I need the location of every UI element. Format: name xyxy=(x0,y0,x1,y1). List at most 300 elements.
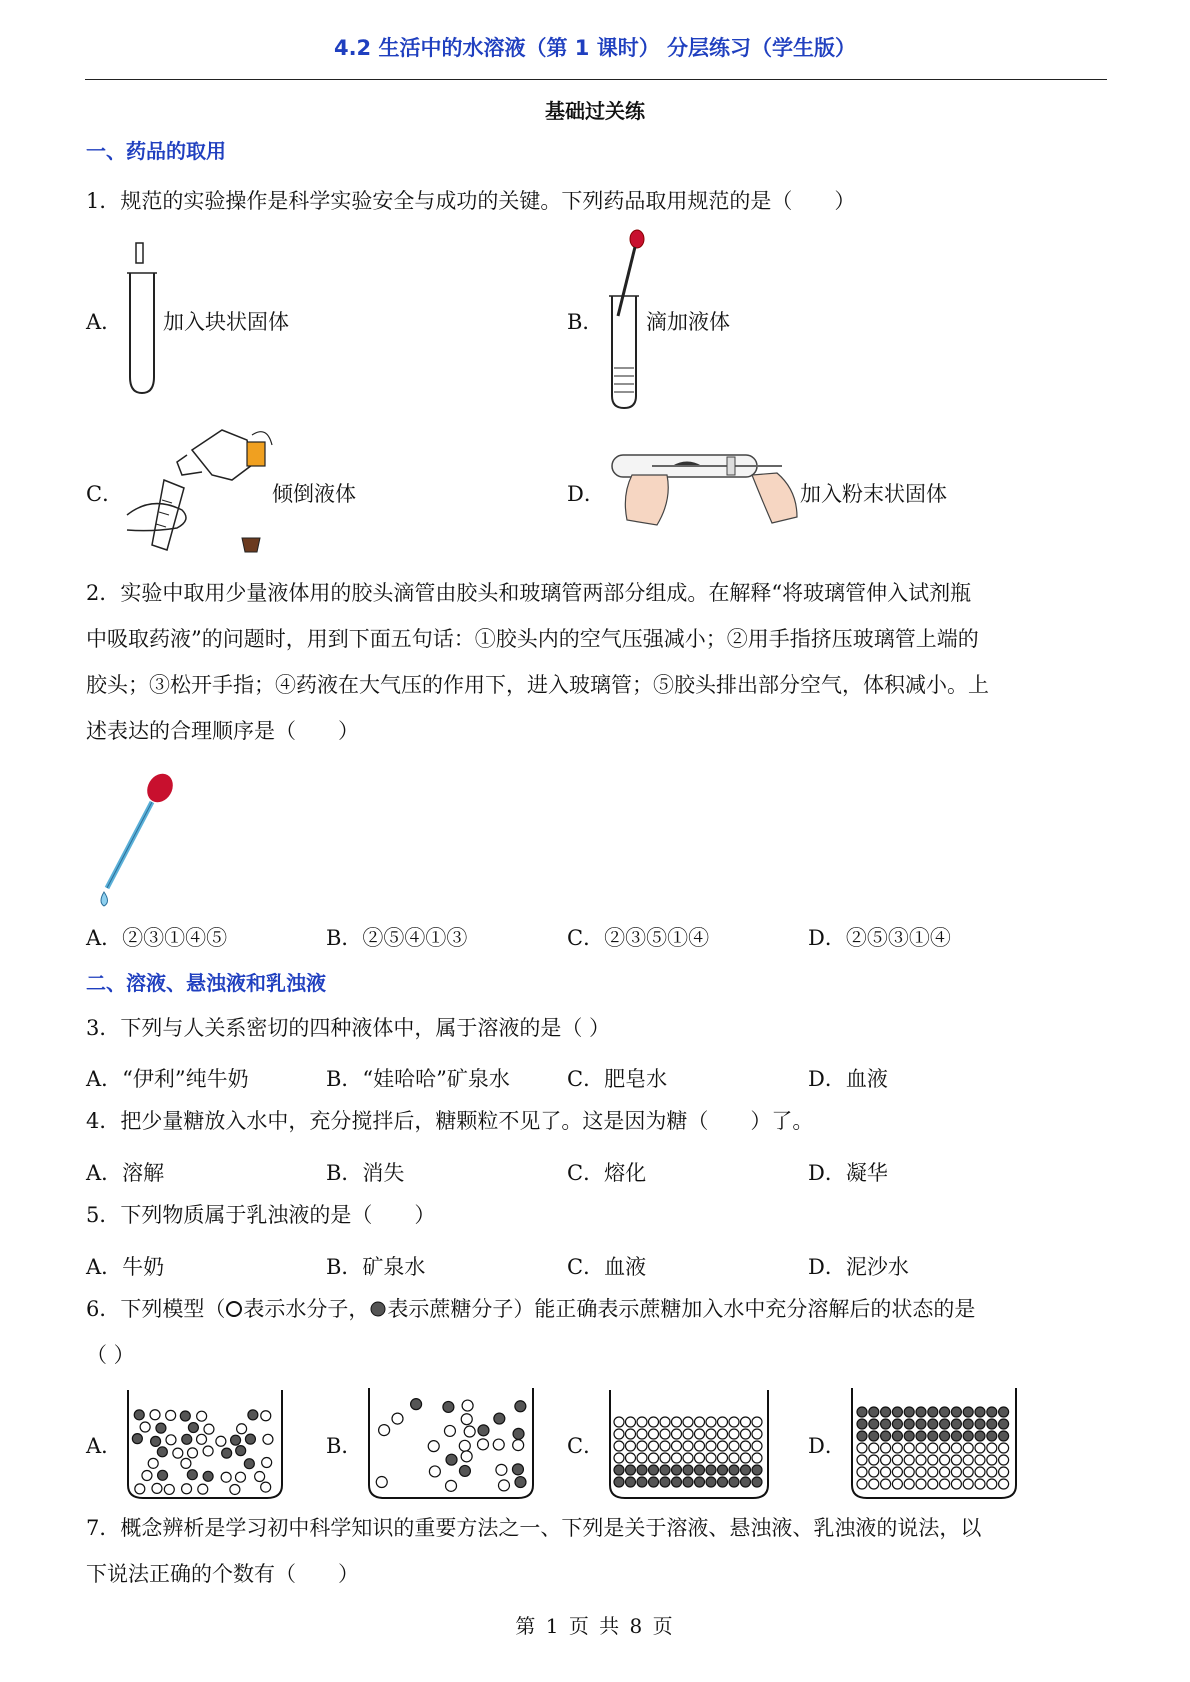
sugar-molecule xyxy=(614,1477,624,1487)
sugar-molecule xyxy=(928,1419,938,1429)
q6-stem-pre: 6．下列模型（ xyxy=(86,1297,226,1321)
water-molecule xyxy=(649,1441,659,1451)
q5-option-d: D．泥沙水 xyxy=(808,1255,909,1279)
water-molecule xyxy=(881,1479,891,1489)
q1-option-b-caption: 滴加液体 xyxy=(646,310,730,334)
sugar-molecule xyxy=(987,1431,997,1441)
sugar-molecule xyxy=(916,1431,926,1441)
water-molecule xyxy=(188,1448,198,1458)
water-molecule xyxy=(197,1411,207,1421)
question-1-stem: 1．规范的实验操作是科学实验安全与成功的关键。下列药品取用规范的是（ ） xyxy=(86,189,856,213)
water-molecule xyxy=(695,1453,705,1463)
sugar-molecule xyxy=(494,1413,505,1424)
water-molecule xyxy=(718,1441,728,1451)
water-molecule xyxy=(718,1417,728,1427)
sugar-molecule xyxy=(940,1407,950,1417)
water-molecule xyxy=(987,1455,997,1465)
water-molecule xyxy=(135,1484,145,1494)
water-molecule xyxy=(660,1453,670,1463)
sugar-molecule xyxy=(203,1471,213,1481)
sugar-molecule xyxy=(881,1419,891,1429)
water-molecule xyxy=(181,1458,191,1468)
q5-option-b: B．矿泉水 xyxy=(326,1255,426,1279)
beaker-model-c xyxy=(607,1390,771,1502)
sugar-molecule xyxy=(188,1423,198,1433)
q2-stem-line: 中吸取药液”的问题时，用到下面五句话：①胶头内的空气压强减小；②用手指挤压玻璃管上端的 xyxy=(86,627,979,651)
sugar-molecule xyxy=(975,1431,985,1441)
q6-option-a-letter: A． xyxy=(86,1434,123,1458)
question-5-stem: 5．下列物质属于乳浊液的是（ ） xyxy=(86,1203,436,1227)
water-molecule xyxy=(951,1467,961,1477)
sugar-molecule xyxy=(626,1465,636,1475)
water-molecule xyxy=(235,1472,245,1482)
dropper-illustration xyxy=(92,770,182,905)
water-molecule xyxy=(444,1425,455,1436)
q3-option-d: D．血液 xyxy=(808,1067,888,1091)
sugar-molecule xyxy=(999,1407,1009,1417)
water-molecule xyxy=(881,1443,891,1453)
beaker-model-a xyxy=(125,1390,285,1502)
water-molecule xyxy=(706,1417,716,1427)
water-molecule xyxy=(695,1441,705,1451)
water-molecule xyxy=(683,1441,693,1451)
sugar-molecule xyxy=(156,1423,166,1433)
q1-option-d-caption: 加入粉末状固体 xyxy=(800,482,947,506)
page-number: 第 1 页 共 8 页 xyxy=(515,1614,675,1638)
water-molecule xyxy=(916,1467,926,1477)
sugar-molecule xyxy=(158,1470,168,1480)
water-molecule xyxy=(493,1439,504,1450)
water-molecule xyxy=(881,1455,891,1465)
sugar-molecule xyxy=(649,1465,659,1475)
water-molecule xyxy=(916,1479,926,1489)
water-molecule xyxy=(869,1479,879,1489)
q3-option-a: A．“伊利”纯牛奶 xyxy=(86,1067,249,1091)
water-molecule xyxy=(672,1453,682,1463)
question-7-stem xyxy=(86,1505,1108,1597)
water-molecule xyxy=(741,1429,751,1439)
water-molecule xyxy=(752,1441,762,1451)
water-molecule xyxy=(940,1479,950,1489)
sugar-molecule xyxy=(987,1419,997,1429)
sugar-molecule xyxy=(741,1465,751,1475)
question-3-stem: 3．下列与人关系密切的四种液体中，属于溶液的是（ ） xyxy=(86,1016,611,1040)
water-molecule xyxy=(857,1455,867,1465)
water-molecule xyxy=(660,1429,670,1439)
sugar-molecule xyxy=(660,1465,670,1475)
dropper-test-tube-illustration xyxy=(600,228,650,408)
q2-option-a: A．②③①④⑤ xyxy=(86,926,228,950)
question-2-stem xyxy=(86,570,1108,754)
water-molecule xyxy=(142,1471,152,1481)
water-molecule xyxy=(429,1466,440,1477)
water-molecule xyxy=(261,1482,271,1492)
water-molecule xyxy=(916,1455,926,1465)
q6-stem-end: （ ） xyxy=(86,1343,135,1367)
water-molecule xyxy=(892,1455,902,1465)
sugar-molecule xyxy=(881,1407,891,1417)
q1-option-c-letter: C． xyxy=(86,482,124,506)
water-molecule xyxy=(660,1441,670,1451)
water-molecule xyxy=(729,1453,739,1463)
water-molecule xyxy=(718,1453,728,1463)
water-molecule xyxy=(152,1483,162,1493)
water-molecule xyxy=(263,1434,273,1444)
water-molecule xyxy=(626,1453,636,1463)
water-molecule xyxy=(255,1472,265,1482)
water-molecule xyxy=(672,1429,682,1439)
sugar-molecule xyxy=(869,1419,879,1429)
water-molecule xyxy=(729,1429,739,1439)
sugar-molecule xyxy=(626,1477,636,1487)
water-molecule xyxy=(261,1411,271,1421)
water-molecule xyxy=(197,1434,207,1444)
sugar-molecule xyxy=(963,1419,973,1429)
water-molecule xyxy=(904,1467,914,1477)
sugar-molecule xyxy=(695,1465,705,1475)
water-molecule xyxy=(940,1455,950,1465)
sugar-molecule xyxy=(248,1410,258,1420)
q1-option-d-letter: D． xyxy=(567,482,605,506)
sugar-molecule xyxy=(443,1401,454,1412)
water-molecule xyxy=(262,1458,272,1468)
sugar-molecule xyxy=(963,1407,973,1417)
water-molecule xyxy=(892,1479,902,1489)
sugar-molecule xyxy=(614,1465,624,1475)
sugar-molecule xyxy=(637,1477,647,1487)
sugar-molecule xyxy=(244,1459,254,1469)
water-molecule xyxy=(614,1429,624,1439)
sugar-molecule xyxy=(683,1465,693,1475)
water-molecule xyxy=(237,1424,247,1434)
water-molecule-icon xyxy=(225,1300,243,1318)
q2-option-c: C．②③⑤①④ xyxy=(567,926,710,950)
sugar-molecule xyxy=(729,1477,739,1487)
water-molecule xyxy=(963,1479,973,1489)
water-molecule xyxy=(987,1467,997,1477)
water-molecule xyxy=(148,1458,158,1468)
q4-option-a: A．溶解 xyxy=(86,1161,165,1185)
water-molecule xyxy=(683,1429,693,1439)
water-molecule xyxy=(376,1477,387,1488)
sugar-molecule xyxy=(975,1419,985,1429)
q3-option-c: C．肥皂水 xyxy=(567,1067,668,1091)
water-molecule xyxy=(683,1417,693,1427)
sugar-molecule xyxy=(513,1428,524,1439)
sugar-molecule xyxy=(151,1436,161,1446)
sugar-molecule xyxy=(718,1465,728,1475)
water-molecule xyxy=(660,1417,670,1427)
sugar-molecule xyxy=(928,1431,938,1441)
powder-in-tube-illustration xyxy=(612,445,797,530)
water-molecule xyxy=(626,1441,636,1451)
sugar-molecule xyxy=(637,1465,647,1475)
sugar-molecule xyxy=(672,1477,682,1487)
q6-option-b-letter: B． xyxy=(326,1434,363,1458)
water-molecule xyxy=(741,1453,751,1463)
sugar-molecule xyxy=(134,1410,144,1420)
sugar-molecule xyxy=(182,1434,192,1444)
section-title-1: 一、药品的取用 xyxy=(86,139,226,163)
q1-option-a-letter: A． xyxy=(86,310,123,334)
water-molecule xyxy=(478,1439,489,1450)
water-molecule xyxy=(166,1410,176,1420)
sugar-molecule xyxy=(446,1454,457,1465)
sugar-molecule xyxy=(752,1465,762,1475)
sugar-molecule xyxy=(741,1477,751,1487)
sugar-molecule xyxy=(245,1434,255,1444)
water-molecule xyxy=(987,1443,997,1453)
sugar-molecule xyxy=(999,1431,1009,1441)
water-molecule xyxy=(975,1443,985,1453)
sugar-molecule xyxy=(904,1419,914,1429)
water-molecule xyxy=(729,1441,739,1451)
water-molecule xyxy=(987,1479,997,1489)
water-molecule xyxy=(892,1467,902,1477)
q4-option-b: B．消失 xyxy=(326,1161,405,1185)
sugar-molecule-icon xyxy=(369,1300,387,1318)
water-molecule xyxy=(729,1417,739,1427)
sugar-molecule xyxy=(999,1419,1009,1429)
sugar-molecule xyxy=(729,1465,739,1475)
document-title: 4.2 生活中的水溶液（第 1 课时） 分层练习（学生版） xyxy=(333,36,857,60)
water-molecule xyxy=(752,1429,762,1439)
q2-stem-line: 述表达的合理顺序是（ ） xyxy=(86,719,359,743)
sugar-molecule xyxy=(963,1431,973,1441)
section-title-2: 二、溶液、悬浊液和乳浊液 xyxy=(86,971,326,995)
q2-stem-line: 2．实验中取用少量液体用的胶头滴管由胶头和玻璃管两部分组成。在解释“将玻璃管伸入试剂瓶 xyxy=(86,581,972,605)
water-molecule xyxy=(869,1467,879,1477)
sugar-molecule xyxy=(951,1419,961,1429)
water-molecule xyxy=(928,1479,938,1489)
water-molecule xyxy=(975,1455,985,1465)
sugar-molecule xyxy=(649,1477,659,1487)
q7-stem-line: 下说法正确的个数有（ ） xyxy=(86,1562,359,1586)
q4-option-d: D．凝华 xyxy=(808,1161,888,1185)
q7-stem-line: 7．概念辨析是学习初中科学知识的重要方法之一、下列是关于溶液、悬浊液、乳浊液的说法，以 xyxy=(86,1516,982,1540)
beaker-model-b xyxy=(366,1388,536,1502)
sugar-molecule xyxy=(975,1407,985,1417)
water-molecule xyxy=(975,1479,985,1489)
water-molecule xyxy=(198,1484,208,1494)
water-molecule xyxy=(203,1446,213,1456)
water-molecule xyxy=(464,1426,475,1437)
sugar-molecule xyxy=(892,1407,902,1417)
q5-option-a: A．牛奶 xyxy=(86,1255,165,1279)
sugar-molecule xyxy=(987,1407,997,1417)
q6-stem-water: 表示水分子， xyxy=(243,1297,370,1321)
water-molecule xyxy=(892,1443,902,1453)
water-molecule xyxy=(857,1479,867,1489)
water-molecule xyxy=(614,1441,624,1451)
water-molecule xyxy=(741,1417,751,1427)
water-molecule xyxy=(626,1429,636,1439)
q5-option-c: C．血液 xyxy=(567,1255,647,1279)
water-molecule xyxy=(672,1441,682,1451)
water-molecule xyxy=(173,1448,183,1458)
water-molecule xyxy=(614,1417,624,1427)
sugar-molecule xyxy=(515,1401,526,1412)
water-molecule xyxy=(869,1455,879,1465)
sugar-molecule xyxy=(928,1407,938,1417)
water-molecule xyxy=(706,1453,716,1463)
water-molecule xyxy=(706,1441,716,1451)
sugar-molecule xyxy=(857,1419,867,1429)
water-molecule xyxy=(216,1436,226,1446)
sugar-molecule xyxy=(236,1446,246,1456)
q4-option-c: C．熔化 xyxy=(567,1161,647,1185)
pouring-liquid-illustration xyxy=(122,420,272,560)
sugar-molecule xyxy=(881,1431,891,1441)
water-molecule xyxy=(204,1424,214,1434)
water-molecule xyxy=(626,1417,636,1427)
q2-stem-line: 胶头；③松开手指；④药液在大气压的作用下，进入玻璃管；⑤胶头排出部分空气，体积减小。上 xyxy=(86,673,989,697)
sugar-molecule xyxy=(951,1407,961,1417)
water-molecule xyxy=(695,1417,705,1427)
water-molecule xyxy=(164,1484,174,1494)
water-molecule xyxy=(881,1467,891,1477)
sugar-molecule xyxy=(916,1407,926,1417)
sugar-molecule xyxy=(132,1434,142,1444)
water-molecule xyxy=(683,1453,693,1463)
water-molecule xyxy=(637,1417,647,1427)
water-molecule xyxy=(459,1440,470,1451)
water-molecule xyxy=(999,1443,1009,1453)
sugar-molecule xyxy=(857,1407,867,1417)
water-molecule xyxy=(928,1455,938,1465)
sugar-molecule xyxy=(512,1464,523,1475)
water-molecule xyxy=(637,1441,647,1451)
water-molecule xyxy=(999,1479,1009,1489)
water-molecule xyxy=(513,1440,524,1451)
water-molecule xyxy=(461,1451,472,1462)
sugar-molecule xyxy=(718,1477,728,1487)
water-molecule xyxy=(221,1472,231,1482)
sugar-molecule xyxy=(683,1477,693,1487)
water-molecule xyxy=(752,1417,762,1427)
sugar-molecule xyxy=(411,1399,422,1410)
question-6-stem xyxy=(86,1286,1108,1378)
sugar-molecule xyxy=(478,1425,489,1436)
water-molecule xyxy=(963,1443,973,1453)
water-molecule xyxy=(857,1443,867,1453)
water-molecule xyxy=(446,1480,457,1491)
q6-option-d-letter: D． xyxy=(808,1434,846,1458)
water-molecule xyxy=(428,1441,439,1452)
sugar-molecule xyxy=(752,1477,762,1487)
q1-option-a-caption: 加入块状固体 xyxy=(163,310,289,334)
water-molecule xyxy=(379,1425,390,1436)
q2-option-b: B．②⑤④①③ xyxy=(326,926,468,950)
sugar-molecule xyxy=(916,1419,926,1429)
sugar-molecule xyxy=(695,1477,705,1487)
sugar-molecule xyxy=(892,1431,902,1441)
water-molecule xyxy=(928,1443,938,1453)
q1-option-c-caption: 倾倒液体 xyxy=(272,482,356,506)
sugar-molecule xyxy=(706,1477,716,1487)
water-molecule xyxy=(150,1410,160,1420)
water-molecule xyxy=(649,1453,659,1463)
sugar-molecule xyxy=(157,1447,167,1457)
water-molecule xyxy=(904,1479,914,1489)
water-molecule xyxy=(951,1479,961,1489)
water-molecule xyxy=(857,1467,867,1477)
sugar-molecule xyxy=(869,1431,879,1441)
water-molecule xyxy=(718,1429,728,1439)
beaker-model-d xyxy=(849,1388,1019,1502)
water-molecule xyxy=(649,1417,659,1427)
sugar-molecule xyxy=(660,1477,670,1487)
q1-option-b-letter: B． xyxy=(567,310,604,334)
sugar-molecule xyxy=(857,1431,867,1441)
water-molecule xyxy=(614,1453,624,1463)
water-molecule xyxy=(904,1455,914,1465)
question-4-stem: 4．把少量糖放入水中，充分搅拌后，糖颗粒不见了。这是因为糖（ ）了。 xyxy=(86,1109,814,1133)
sugar-molecule xyxy=(222,1448,232,1458)
water-molecule xyxy=(940,1443,950,1453)
sugar-molecule xyxy=(706,1465,716,1475)
water-molecule xyxy=(951,1455,961,1465)
water-molecule xyxy=(637,1453,647,1463)
sugar-molecule xyxy=(904,1431,914,1441)
water-molecule xyxy=(462,1400,473,1411)
water-molecule xyxy=(230,1484,240,1494)
sugar-molecule xyxy=(231,1435,241,1445)
water-molecule xyxy=(498,1480,509,1491)
sugar-molecule xyxy=(951,1431,961,1441)
sugar-molecule xyxy=(940,1419,950,1429)
water-molecule xyxy=(928,1467,938,1477)
water-molecule xyxy=(672,1417,682,1427)
water-molecule xyxy=(461,1414,472,1425)
sugar-molecule xyxy=(869,1407,879,1417)
water-molecule xyxy=(706,1429,716,1439)
water-molecule xyxy=(695,1429,705,1439)
water-molecule xyxy=(649,1429,659,1439)
sugar-molecule xyxy=(904,1407,914,1417)
water-molecule xyxy=(963,1455,973,1465)
water-molecule xyxy=(963,1467,973,1477)
water-molecule xyxy=(940,1467,950,1477)
sugar-molecule xyxy=(672,1465,682,1475)
water-molecule xyxy=(869,1443,879,1453)
sugar-molecule xyxy=(459,1465,470,1476)
water-molecule xyxy=(752,1453,762,1463)
water-molecule xyxy=(951,1443,961,1453)
water-molecule xyxy=(999,1455,1009,1465)
water-molecule xyxy=(904,1443,914,1453)
sugar-molecule xyxy=(940,1431,950,1441)
water-molecule xyxy=(140,1422,150,1432)
header-divider xyxy=(85,79,1107,80)
water-molecule xyxy=(182,1484,192,1494)
water-molecule xyxy=(741,1441,751,1451)
water-molecule xyxy=(392,1413,403,1424)
test-tube-solid-illustration xyxy=(122,240,162,395)
water-molecule xyxy=(496,1464,507,1475)
q2-option-d: D．②⑤③①④ xyxy=(808,926,951,950)
sugar-molecule xyxy=(180,1411,190,1421)
sugar-molecule xyxy=(892,1419,902,1429)
water-molecule xyxy=(637,1429,647,1439)
q6-stem-sugar: 表示蔗糖分子）能正确表示蔗糖加入水中充分溶解后的状态的是 xyxy=(387,1297,976,1321)
water-molecule xyxy=(166,1435,176,1445)
q6-option-c-letter: C． xyxy=(567,1434,605,1458)
water-molecule xyxy=(916,1443,926,1453)
q3-option-b: B．“娃哈哈”矿泉水 xyxy=(326,1067,510,1091)
water-molecule xyxy=(999,1467,1009,1477)
water-molecule xyxy=(975,1467,985,1477)
